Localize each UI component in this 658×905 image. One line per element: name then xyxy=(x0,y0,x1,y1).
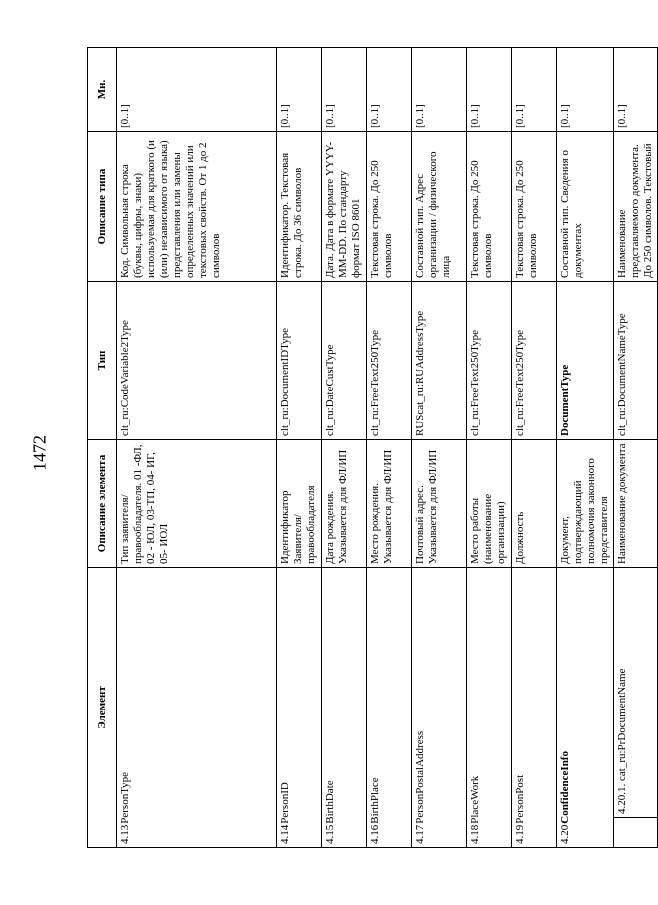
row-element-cell xyxy=(467,568,512,848)
row-type: DocumentType xyxy=(557,282,614,440)
table-row xyxy=(614,48,658,848)
row-type-desc: Код. Символьная строка (буквы, цифры, знаки) используемая для краткого (и (или) независимого от языка) представления или замены определенных значений или текстовых свойств. От 1 до 2 символов xyxy=(117,132,277,282)
row-mult: [0..1] xyxy=(614,48,658,132)
table-row xyxy=(467,48,512,848)
table-header-row xyxy=(88,48,117,848)
row-element: cat_ru:PrDocumentName xyxy=(616,668,628,781)
specification-table xyxy=(87,47,658,848)
row-element-desc: Место рождения. Указывается для ФЛ/ИП xyxy=(367,440,412,568)
table-row xyxy=(412,48,467,848)
row-number: 4.20 xyxy=(559,824,571,844)
row-type: clt_ru:CodeVariable2Type xyxy=(117,282,277,440)
row-element: PersonPost xyxy=(514,774,526,824)
table-row xyxy=(512,48,557,848)
table-row xyxy=(322,48,367,848)
row-number: 4.13 xyxy=(119,824,131,844)
row-type-desc: Текстовая строка. До 250 символов xyxy=(367,132,412,282)
row-type-desc: Текстовая строка. До 250 символов xyxy=(467,132,512,282)
row-number: 4.20.1. xyxy=(616,783,628,814)
row-element-desc: Место работы (наименование организации) xyxy=(467,440,512,568)
header-type-desc: Описание типа xyxy=(88,132,117,282)
row-element-cell xyxy=(557,568,614,848)
row-element-desc: Должность xyxy=(512,440,557,568)
row-number: 4.14 xyxy=(279,824,291,844)
row-element: BirthDate xyxy=(324,780,336,824)
row-element-desc: Документ, подтверждающий полномочия законного представителя xyxy=(557,440,614,568)
table-row xyxy=(367,48,412,848)
table-row xyxy=(557,48,614,848)
row-type: clt_ru:FreeText250Type xyxy=(467,282,512,440)
row-element-desc: Дата рождения. Указывается для ФЛ/ИП xyxy=(322,440,367,568)
row-element-cell xyxy=(322,568,367,848)
row-number: 4.16 xyxy=(369,824,381,844)
row-element-desc: Почтовый адрес. Указывается для ФЛ/ИП xyxy=(412,440,467,568)
row-element: PlaceWork xyxy=(469,775,481,824)
header-element: Элемент xyxy=(88,568,117,848)
row-type-desc: Идентификатор. Текстовая строка. До 36 символов xyxy=(277,132,322,282)
header-element-desc: Описание элемента xyxy=(88,440,117,568)
row-type: clt_ru:DocumentIDType xyxy=(277,282,322,440)
table-row xyxy=(117,48,277,848)
row-number: 4.15 xyxy=(324,824,336,844)
row-type: clt_ru:DateCustType xyxy=(322,282,367,440)
row-type-desc: Дата. Дата в формате YYYY-MM-DD. По стандарту формат ISO 8601 xyxy=(322,132,367,282)
table-row xyxy=(277,48,322,848)
row-indent xyxy=(614,818,658,848)
row-element-cell xyxy=(512,568,557,848)
row-element: ConfidenceInfo xyxy=(559,751,571,824)
row-number: 4.19 xyxy=(514,824,526,844)
row-element-cell xyxy=(277,568,322,848)
header-mult: Мн. xyxy=(88,48,117,132)
row-number: 4.17 xyxy=(414,824,426,844)
row-element-cell xyxy=(367,568,412,848)
row-element: BirthPlace xyxy=(369,777,381,824)
row-element-cell xyxy=(614,568,658,818)
header-type: Тип xyxy=(88,282,117,440)
row-element-cell xyxy=(412,568,467,848)
row-type-desc: Составной тип. Адрес организации / физического лица xyxy=(412,132,467,282)
table-rotated xyxy=(87,48,654,848)
row-mult: [0..1] xyxy=(117,48,277,132)
row-element-desc: Наименование документа xyxy=(614,440,658,568)
row-type: clt_ru:DocumentNameType xyxy=(614,282,658,440)
row-element-cell xyxy=(117,568,277,848)
row-mult: [0..1] xyxy=(277,48,322,132)
row-mult: [0..1] xyxy=(557,48,614,132)
row-mult: [0..1] xyxy=(512,48,557,132)
row-element: PersonID xyxy=(279,782,291,824)
table-body xyxy=(117,48,658,848)
row-mult: [0..1] xyxy=(467,48,512,132)
row-type: clt_ru:FreeText250Type xyxy=(512,282,557,440)
row-type-desc: Текстовая строка. До 250 символов xyxy=(512,132,557,282)
row-number: 4.18 xyxy=(469,824,481,844)
row-element: PersonType xyxy=(119,771,131,824)
row-type: RUScat_ru:RUAddressType xyxy=(412,282,467,440)
page-number-text: 1472 xyxy=(29,435,50,471)
row-element-desc: Тип заявителя/правообладателя. 01 -ФЛ, 02 - ЮЛ, 03-ТП, 04- ИГ, 05- ИОЛ xyxy=(117,440,277,568)
row-element-desc: Идентификатор Заявителя/правообладателя xyxy=(277,440,322,568)
row-mult: [0..1] xyxy=(367,48,412,132)
row-type-desc: Составной тип. Сведения о документах xyxy=(557,132,614,282)
row-type: clt_ru:FreeText250Type xyxy=(367,282,412,440)
row-type-desc: Наименование представляемого документа. До 250 символов. Текстовый xyxy=(614,132,658,282)
table-frame xyxy=(87,48,654,848)
row-element: PersonPostalAddress xyxy=(414,730,426,824)
row-mult: [0..1] xyxy=(412,48,467,132)
row-mult: [0..1] xyxy=(322,48,367,132)
